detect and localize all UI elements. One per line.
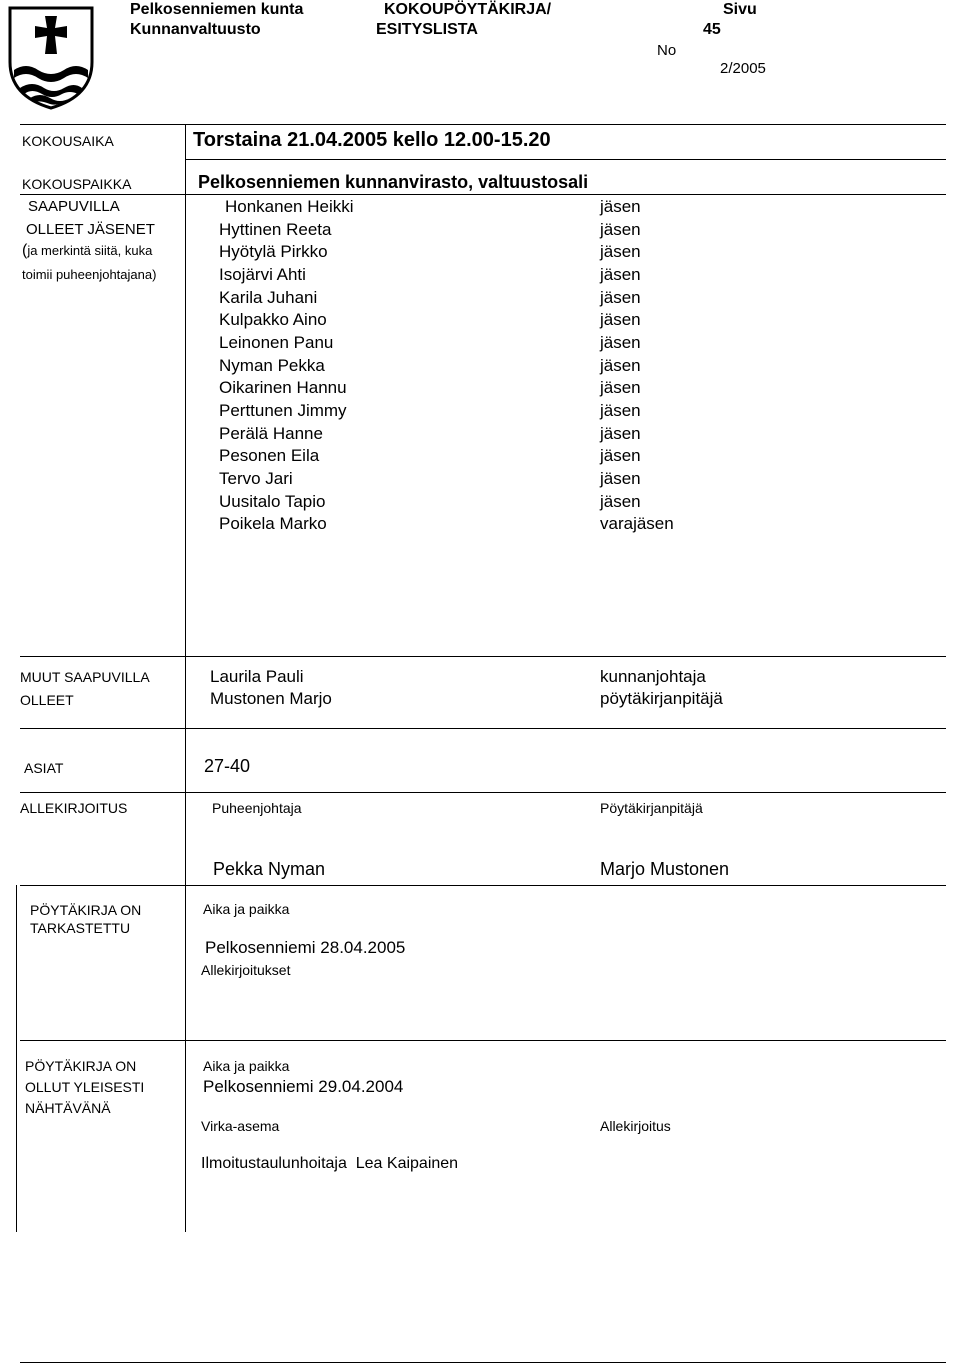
attendee-row	[0, 310, 960, 332]
other-person-name: Mustonen Marjo	[210, 689, 332, 708]
rule-bottom	[20, 1362, 946, 1363]
others-label-line2: OLLEET	[20, 692, 74, 708]
rule-items	[20, 792, 946, 793]
public-time-place-value: Pelkosenniemi 29.04.2004	[203, 1077, 404, 1096]
attendee-row	[0, 378, 960, 400]
page-number: 45	[703, 21, 721, 38]
attendee-role: jäsen	[600, 356, 641, 375]
attendee-role: jäsen	[600, 401, 641, 420]
checked-time-place-label: Aika ja paikka	[203, 901, 290, 917]
attendee-name: Honkanen Heikki	[225, 197, 354, 216]
attendee-row	[0, 514, 960, 536]
public-time-place-label: Aika ja paikka	[203, 1058, 290, 1074]
checked-label-line1: PÖYTÄKIRJA ON	[30, 902, 142, 918]
attendee-row	[0, 288, 960, 310]
others-label-line1: MUUT SAAPUVILLA	[20, 669, 150, 685]
attendee-row	[0, 333, 960, 355]
attendee-role: jäsen	[600, 378, 641, 397]
signature-label: ALLEKIRJOITUS	[20, 800, 128, 816]
rule-checked	[20, 1040, 946, 1041]
attendee-row	[0, 356, 960, 378]
attendee-name: Oikarinen Hannu	[219, 378, 347, 397]
checked-label-line2: TARKASTETTU	[30, 920, 131, 936]
doc-type-line1: KOKOUPÖYTÄKIRJA/	[384, 1, 552, 18]
attendee-row	[0, 469, 960, 491]
attendee-role: jäsen	[600, 288, 641, 307]
meeting-place-value: Pelkosenniemen kunnanvirasto, valtuustosali	[198, 172, 589, 192]
attendee-name: Tervo Jari	[219, 469, 293, 488]
attendee-row	[0, 492, 960, 514]
attendee-name: Perälä Hanne	[219, 424, 323, 443]
attendee-role: jäsen	[600, 469, 641, 488]
secretary-name: Marjo Mustonen	[600, 859, 730, 879]
number-value: 2/2005	[720, 60, 766, 77]
attendee-row	[0, 197, 960, 219]
page-label: Sivu	[723, 1, 757, 18]
attendee-name: Uusitalo Tapio	[219, 492, 326, 511]
attendee-role: jäsen	[600, 310, 641, 329]
checked-signatures-label: Allekirjoitukset	[201, 962, 291, 978]
attendee-name: Leinonen Panu	[219, 333, 334, 352]
rule-others	[20, 728, 946, 729]
attendee-row	[0, 242, 960, 264]
number-label: No	[657, 42, 677, 59]
attendee-role: jäsen	[600, 492, 641, 511]
public-signature-label: Allekirjoitus	[600, 1118, 671, 1134]
attendee-name: Nyman Pekka	[219, 356, 325, 375]
attendee-name: Hyttinen Reeta	[219, 220, 332, 239]
attendee-role: varajäsen	[600, 514, 674, 533]
attendee-name: Isojärvi Ahti	[219, 265, 306, 284]
left-border	[16, 885, 17, 1232]
attendee-name: Karila Juhani	[219, 288, 318, 307]
attendees-label-line2: OLLEET JÄSENET	[26, 221, 155, 238]
body-name: Kunnanvaltuusto	[130, 21, 261, 38]
attendee-row	[0, 220, 960, 242]
other-person-role: kunnanjohtaja	[600, 667, 706, 686]
public-office-label: Virka-asema	[201, 1118, 280, 1134]
attendee-row	[0, 424, 960, 446]
attendee-role: jäsen	[600, 424, 641, 443]
chair-title: Puheenjohtaja	[212, 800, 302, 816]
rule-place	[20, 194, 946, 195]
public-office-value: Ilmoitustaulunhoitaja Lea Kaipainen	[201, 1155, 459, 1172]
attendee-role: jäsen	[600, 446, 641, 465]
doc-type-line2: ESITYSLISTA	[376, 21, 478, 38]
attendee-row	[0, 401, 960, 423]
municipality-name: Pelkosenniemen kunta	[130, 1, 304, 18]
attendees-label-line3-text: ja merkintä siitä, kuka	[27, 243, 153, 258]
coat-of-arms-logo	[6, 4, 96, 110]
attendee-role: jäsen	[600, 197, 641, 216]
meeting-time-value: Torstaina 21.04.2005 kello 12.00-15.20	[193, 129, 551, 151]
items-label: ASIAT	[24, 760, 64, 776]
attendee-name: Poikela Marko	[219, 514, 327, 533]
meeting-time-label: KOKOUSAIKA	[22, 133, 114, 149]
attendees-label-paren: (	[22, 242, 28, 259]
attendee-name: Kulpakko Aino	[219, 310, 327, 329]
attendee-row	[0, 265, 960, 287]
attendee-name: Hyötylä Pirkko	[219, 242, 328, 261]
items-value: 27-40	[204, 756, 251, 776]
attendee-name: Perttunen Jimmy	[219, 401, 347, 420]
rule-top	[20, 124, 946, 125]
chair-name: Pekka Nyman	[213, 859, 326, 879]
attendee-row	[0, 446, 960, 468]
other-person-role: pöytäkirjanpitäjä	[600, 689, 723, 708]
checked-time-place-value: Pelkosenniemi 28.04.2005	[205, 938, 406, 957]
attendees-label-line1: SAAPUVILLA	[28, 198, 120, 215]
attendee-role: jäsen	[600, 220, 641, 239]
public-label-line2: OLLUT YLEISESTI	[25, 1079, 145, 1095]
attendee-role: jäsen	[600, 333, 641, 352]
secretary-title: Pöytäkirjanpitäjä	[600, 800, 703, 816]
attendee-role: jäsen	[600, 265, 641, 284]
attendee-role: jäsen	[600, 242, 641, 261]
rule-attendees	[20, 656, 946, 657]
other-person-name: Laurila Pauli	[210, 667, 304, 686]
attendee-name: Pesonen Eila	[219, 446, 320, 465]
rule-time	[186, 159, 946, 160]
public-label-line3: NÄHTÄVÄNÄ	[25, 1100, 111, 1116]
meeting-place-label: KOKOUSPAIKKA	[22, 176, 132, 192]
attendees-label-line4: toimii puheenjohtajana)	[22, 267, 157, 282]
public-label-line1: PÖYTÄKIRJA ON	[25, 1058, 137, 1074]
rule-signatures	[20, 885, 946, 886]
